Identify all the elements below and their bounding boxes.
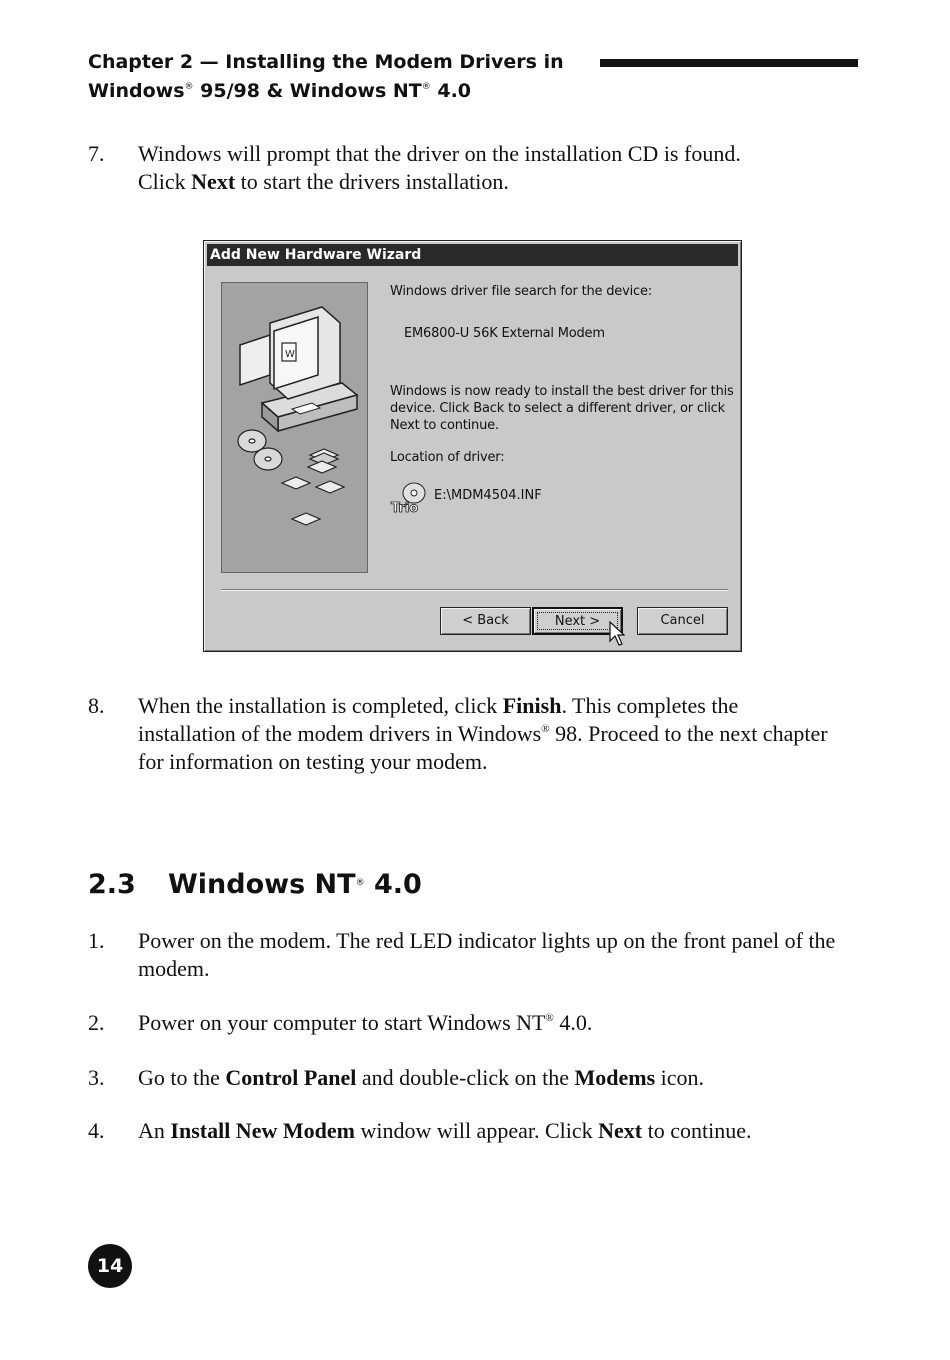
wizard-illustration xyxy=(221,282,368,573)
section-number: 2.3 xyxy=(88,869,136,900)
location-label: Location of driver: xyxy=(390,450,505,465)
text-run: to continue. xyxy=(642,1118,752,1143)
text-run: 4.0. xyxy=(553,1010,593,1035)
page-number: 14 xyxy=(88,1244,132,1288)
text-run: An xyxy=(138,1118,171,1143)
bold-term: Control Panel xyxy=(225,1065,357,1090)
step-number: 1. xyxy=(88,928,105,953)
step-text xyxy=(138,1064,858,1092)
step-text xyxy=(138,1009,858,1037)
next-button-label: Next > xyxy=(554,614,601,629)
text-run: and double-click on the xyxy=(356,1065,575,1090)
nt-step-3 xyxy=(88,1064,858,1092)
bold-term: Next xyxy=(598,1118,643,1143)
driver-path: E:\MDM4504.INF xyxy=(434,488,542,503)
bold-term: Finish xyxy=(502,693,562,718)
cd-icon xyxy=(238,430,282,470)
dialog-titlebar[interactable]: Add New Hardware Wizard xyxy=(207,244,738,266)
bold-term: Next xyxy=(191,169,236,194)
bold-term: Install New Modem xyxy=(170,1118,355,1143)
svg-text:W: W xyxy=(285,349,295,360)
text-run: Go to the xyxy=(138,1065,226,1090)
step-number: 7. xyxy=(88,141,105,166)
nt-step-1 xyxy=(88,927,858,983)
text-run: Power on your computer to start Windows NT xyxy=(138,1010,546,1035)
bold-term: Modems xyxy=(574,1065,656,1090)
section-heading xyxy=(88,866,422,902)
chapter-header-line1: Chapter 2 — Installing the Modem Drivers in xyxy=(88,51,564,73)
registered-mark: ® xyxy=(355,878,365,888)
text-run: Click xyxy=(138,169,192,194)
text-run: window will appear. Click xyxy=(354,1118,599,1143)
add-new-hardware-wizard-dialog xyxy=(203,240,742,652)
cd-brand-label: Trio xyxy=(391,501,419,515)
back-button[interactable]: < Back xyxy=(440,607,531,635)
text-run: icon. xyxy=(655,1065,705,1090)
nt-step-4 xyxy=(88,1117,858,1145)
mouse-pointer-icon xyxy=(609,621,625,647)
text-run: 98. Proceed to the next chapter for information on testing your modem. xyxy=(138,721,828,774)
text-run: When the installation is completed, click xyxy=(138,693,503,718)
computer-icon xyxy=(240,307,357,431)
step-text: Power on the modem. The red LED indicator lights up on the front panel of the modem. xyxy=(138,928,836,981)
diskette-icon xyxy=(282,449,344,525)
section-version: 4.0 xyxy=(364,869,422,900)
step-number: 8. xyxy=(88,693,105,718)
registered-mark: ® xyxy=(421,82,431,92)
step-text xyxy=(138,692,838,776)
cancel-button[interactable]: Cancel xyxy=(637,607,728,635)
registered-mark: ® xyxy=(541,723,550,735)
step-text-line: Windows will prompt that the driver on the installation CD is found. xyxy=(138,141,741,166)
registered-mark: ® xyxy=(184,82,194,92)
header-version: 4.0 xyxy=(430,80,472,102)
focus-rect xyxy=(537,612,618,630)
step-text-line xyxy=(138,168,858,196)
dialog-separator xyxy=(221,589,728,591)
text-run: . This completes the installation of the modem drivers in Windows xyxy=(138,693,739,746)
device-name: EM6800-U 56K External Modem xyxy=(404,326,605,341)
step-number: 2. xyxy=(88,1010,105,1035)
section-title: Windows NT xyxy=(168,869,356,900)
step-8 xyxy=(88,692,858,776)
step-number: 4. xyxy=(88,1118,105,1143)
search-label: Windows driver file search for the device: xyxy=(390,284,652,299)
trio-cd-icon xyxy=(390,481,430,515)
header-windows-nt: 95/98 & Windows NT xyxy=(193,80,422,102)
step-7 xyxy=(88,140,858,196)
step-text xyxy=(138,140,858,196)
registered-mark: ® xyxy=(545,1012,554,1024)
step-text xyxy=(138,1117,858,1145)
chapter-header-line2 xyxy=(88,75,858,104)
header-rule xyxy=(600,59,858,67)
step-number: 3. xyxy=(88,1065,105,1090)
chapter-header xyxy=(88,50,858,104)
nt-step-2 xyxy=(88,1009,858,1037)
header-windows: Windows xyxy=(88,80,185,102)
text-run: to start the drivers installation. xyxy=(235,169,509,194)
ready-text: Windows is now ready to install the best driver for this device. Click Back to select a different driver, or click Next to continue. xyxy=(390,384,734,433)
